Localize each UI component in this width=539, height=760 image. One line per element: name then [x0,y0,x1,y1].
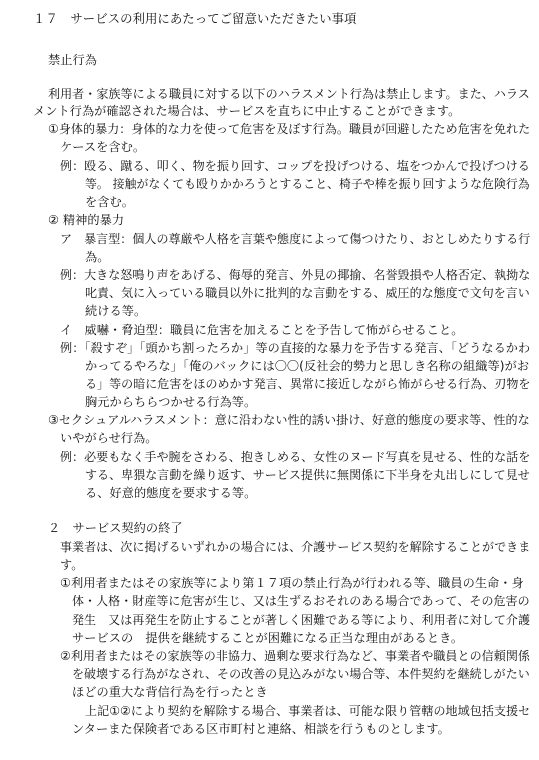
paragraph-line: いやがらせ行為。 [60,431,158,445]
example-line: 等。 接触がなくても殴りかかろうとすること、椅子や棒を振り回すような危険行為 [85,177,530,191]
paragraph-line: 為。 [85,250,110,264]
example-line: 例：殴る、蹴る、叩く、物を振り回す、コップを投げつける、塩をつかんで投げつける [60,159,530,173]
paragraph-line: 事業者は、次に掲げるいずれかの場合には、介護サービス契約を解除することができま [60,540,531,554]
paragraph-line: す。 [60,558,84,572]
example-line: かってるやろな」「俺のバックには〇〇(反社会的勢力と思しき名称の組織等)がお [85,359,530,373]
document-title: １７ サービスの利用にあたってご留意いただきたい事項 [33,11,357,26]
section-heading-contract-termination: ２ サービス契約の終了 [48,521,183,535]
example-line: 叱責、気に入っている職員以外に批判的な言動をする、威圧的な態度で文句を言い [85,286,530,300]
section-heading-prohibited-acts: 禁止行為 [48,53,97,67]
paragraph-line: メント行為が確認された場合は、サービスを直ちに中止することができます。 [33,104,461,118]
paragraph-line: サービスの 提供を継続することが困難になる正当な理由があるとき。 [72,631,464,645]
paragraph-line: 発生 又は再発生を防止することが著しく困難である等により、利用者に対して介護 [72,613,531,627]
list-item-physical-violence: ①身体的暴力：身体的な力を使って危害を及ぼす行為。職員が回避したため危害を免れた [48,122,531,136]
paragraph-line: を破壊する行為がなされ、その改善の見込みがない場合等、本件契約を継続しがたい [72,667,530,681]
paragraph-line: ケースを含む。 [60,140,146,154]
example-line: る、好意的態度を要求する等。 [85,486,257,500]
example-line: る」等の暗に危害をほのめかす発言、異常に接近しながら怖がらせる行為、刃物を [85,377,531,391]
list-item-mental-violence: ② 精神的暴力 [48,213,125,227]
paragraph-line: ほどの重大な背信行為を行ったとき [72,685,268,699]
paragraph-line: 体・人格・財産等に危害が生じ、又は生ずるおそれのある場合であって、その危害の [72,594,530,608]
example-line: を含む。 [85,195,134,209]
subitem-threat: イ 威嚇・脅迫型：職員に危害を加えることを予告して怖がらせること。 [60,323,464,337]
example-line: 例：必要もなく手や腕をさわる、抱きしめる、女性のヌード写真を見せる、性的な話を [60,450,531,464]
example-line: 続ける等。 [85,304,147,318]
example-line: する、卑猥な言動を繰り返す、サービス提供に無関係に下半身を丸出しにして見せ [85,468,530,482]
paragraph-line: 利用者・家族等による職員に対する以下のハラスメント行為は禁止します。また、ハラス [48,87,530,101]
termination-item-2: ②利用者またはその家族等の非協力、過剰な要求行為など、事業者や職員との信頼関係 [60,649,530,663]
termination-item-1: ①利用者またはその家族等により第１７項の禁止行為が行われる等、職員の生命・身 [60,576,524,590]
example-line: 胸元からちらつかせる行為等。 [85,395,257,409]
closing-line: ンターまた保険者である区市町村と連絡、相談を行うものとします。 [72,722,450,736]
closing-line: 上記①②により契約を解除する場合、事業者は、可能な限り管轄の地域包括支援セ [85,704,531,718]
example-line: 例：大きな怒鳴り声をあげる、侮辱的発言、外見の揶揄、名誉毀損や人格否定、執拗な [60,268,531,282]
subitem-verbal-abuse: ア 暴言型：個人の尊厳や人格を言葉や態度によって傷つけたり、おとしめたりする行 [60,232,531,246]
list-item-sexual-harassment: ③セクシュアルハラスメント：意に沿わない性的誘い掛け、好意的態度の要求等、性的な [48,413,530,427]
example-line: 例：「殺すぞ」「頭かち割ったろか」等の直接的な暴力を予告する発言、「どうなるかわ [60,341,531,355]
